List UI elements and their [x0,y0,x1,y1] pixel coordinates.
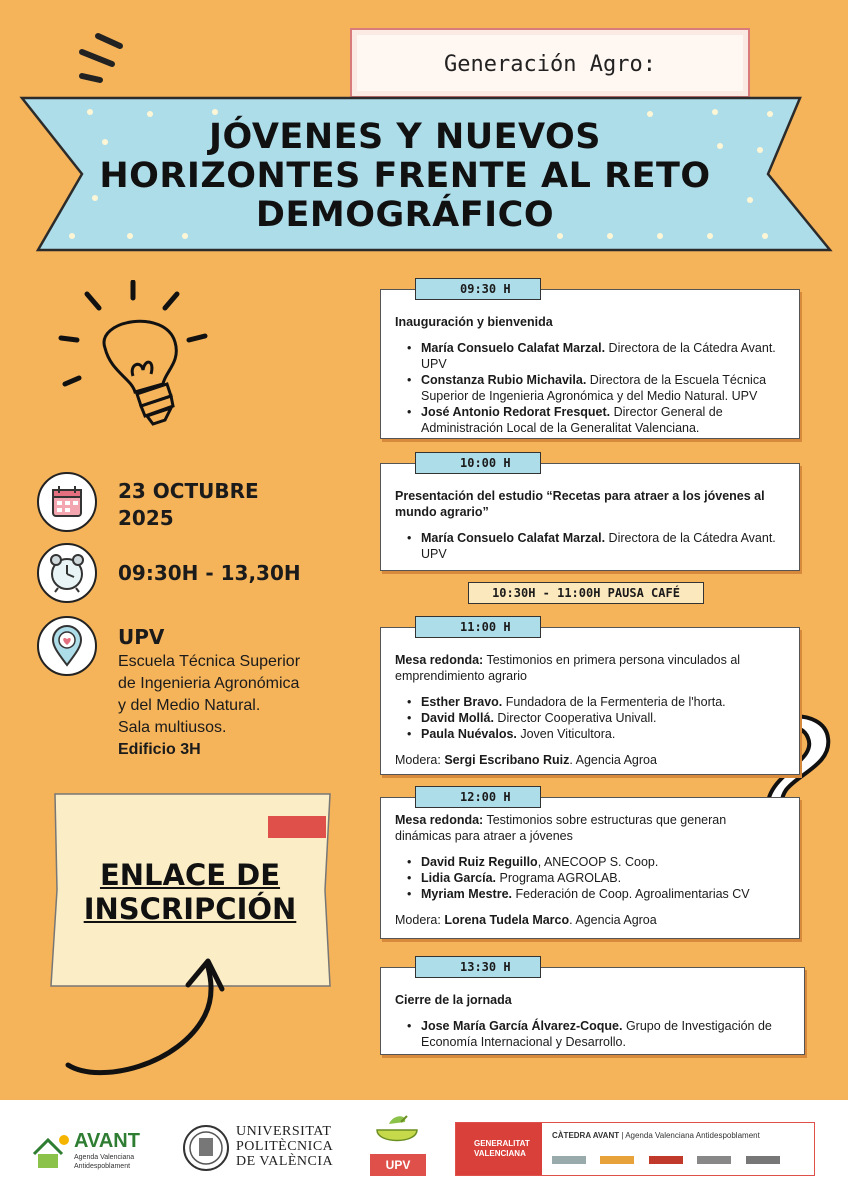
upv-logo [182,1122,342,1174]
heading-bold: Mesa redonda: [395,653,484,667]
registration-link[interactable] [70,858,310,926]
speaker-name: Jose María García Álvarez-Coque. [421,1019,623,1033]
slot-heading: Presentación del estudio “Recetas para atraer a los jóvenes al mundo agrario” [395,489,765,519]
speaker-list [395,530,785,562]
date-line: 23 OCTUBRE [118,479,259,503]
slot-heading: Cierre de la jornada [395,993,512,1007]
registration-link-line[interactable]: ENLACE DE [99,858,281,892]
subtitle-card [350,28,750,98]
slot-heading [395,652,785,684]
title-line: DEMOGRÁFICO [255,195,555,235]
title-line: HORIZONTES FRENTE AL RETO [99,156,711,196]
heading-bold: Mesa redonda: [395,813,484,827]
avant-name: AVANT [74,1130,140,1152]
moderator-org: . Agencia Agroa [569,753,657,767]
event-venue [118,624,300,761]
title-line: JÓVENES Y NUEVOS [208,117,601,157]
time-tag: 10:00 H [415,452,541,474]
avant-sub-line: Antidespoblament [74,1163,131,1170]
speaker-name: David Ruiz Reguillo [421,855,538,869]
speaker-name: Paula Nuévalos. [421,727,517,741]
speaker-role: Directora de la Cátedra Avant. UPV [421,341,776,371]
moderator-name: Lorena Tudela Marco [444,913,570,927]
event-title [95,118,715,235]
speaker-item [407,530,785,562]
speaker-role: Joven Viticultora. [516,727,616,741]
speaker-name: Lidia García. [421,871,497,885]
speaker-name: María Consuelo Calafat Marzal. [421,341,606,355]
speaker-item [407,854,785,870]
catedra-label [552,1131,760,1140]
clock-icon-circle [37,543,97,603]
moderator-org: . Agencia Agroa [569,913,657,927]
lightbulb-icon [55,280,215,440]
speaker-role: , ANECOOP S. Coop. [537,855,659,869]
gva-line: GENERALITAT [474,1139,530,1148]
partner-logo [697,1156,731,1164]
partner-logo [746,1156,780,1164]
event-time: 09:30H - 13,30H [118,561,301,585]
schedule-slot [380,456,800,571]
venue-line: de Ingenieria Agronómica [118,675,300,692]
upv-seal-icon [182,1124,230,1172]
catedra-bold: CÀTEDRA AVANT [552,1131,620,1140]
generalitat-logo [456,1123,542,1175]
speaker-role: Directora de la Cátedra Avant. UPV [421,531,776,561]
upv-line: POLITÈCNICA [236,1139,334,1154]
speaker-role: Grupo de Investigación de Economía Internacional y Desarrollo. [421,1019,772,1049]
date-line: 2025 [118,506,174,530]
footer-logos [0,1100,848,1200]
gva-line: VALENCIANA [474,1149,526,1158]
sparkle-strokes-icon [68,28,138,88]
upv-badge: UPV [370,1154,426,1176]
location-icon-circle [37,616,97,676]
speaker-item [407,710,785,726]
time-tag: 11:00 H [415,616,541,638]
speaker-name: Myriam Mestre. [421,887,513,901]
speaker-name: María Consuelo Calafat Marzal. [421,531,606,545]
schedule-slot [380,620,800,775]
upv-line: UNIVERSITAT [236,1124,332,1139]
moderator-name: Sergi Escribano Ruiz [444,753,570,767]
speaker-item [407,870,785,886]
speaker-item [407,404,785,436]
partner-logo [600,1156,634,1164]
speaker-role: Director General de Administración Local de la Generalitat Valenciana. [421,405,723,435]
speaker-list [395,340,785,436]
schedule-slot [380,282,800,439]
arrow-icon [60,955,240,1085]
speaker-role: Fundadora de la Fermenteria de l'horta. [502,695,726,709]
venue-address [118,651,300,761]
avant-subtitle [74,1153,134,1171]
calendar-icon [39,474,95,530]
speaker-role: Directora de la Escuela Técnica Superior de Ingenieria Agronómica y del Medio Natural. UPV [421,373,767,403]
slot-heading [395,812,785,844]
heading-text: Testimonios en primera persona vinculados al emprendimiento agrario [395,653,741,683]
moderator [395,912,785,928]
speaker-item [407,372,785,404]
speaker-list [395,854,785,902]
calendar-icon-circle [37,472,97,532]
speaker-list [395,1018,790,1050]
speaker-name: Esther Bravo. [421,695,503,709]
heading-text: Testimonios sobre estructuras que generan dinámicas para atraer a jóvenes [395,813,727,843]
time-tag: 13:30 H [415,956,541,978]
registration-link-line[interactable]: INSCRIPCIÓN [83,892,297,926]
avant-logo [30,1130,160,1175]
moderator [395,752,785,768]
time-tag: 09:30 H [415,278,541,300]
catedra-block [455,1122,815,1176]
venue-line: Sala multiusos. [118,719,227,736]
upv-line: DE VALÈNCIA [236,1154,334,1169]
speaker-list [395,694,785,742]
venue-line: y del Medio Natural. [118,697,261,714]
speaker-role: Federación de Coop. Agroalimentarias CV [512,887,750,901]
upv-name [236,1124,333,1169]
slot-heading: Inauguración y bienvenida [395,315,553,329]
schedule-slot [380,960,805,1055]
moderator-label: Modera: [395,753,445,767]
speaker-role: Director Cooperativa Univall. [493,711,657,725]
venue-line: Escuela Técnica Superior [118,653,301,670]
speaker-item [407,886,785,902]
fruit-icon [367,1112,427,1152]
moderator-label: Modera: [395,913,445,927]
avant-house-icon [30,1130,72,1172]
partner-logo [649,1156,683,1164]
venue-name: UPV [118,625,165,649]
speaker-name: Constanza Rubio Michavila. [421,373,587,387]
speaker-name: David Mollá. [421,711,494,725]
speaker-name: José Antonio Redorat Fresquet. [421,405,611,419]
speaker-item [407,340,785,372]
partner-logo [552,1156,586,1164]
coffee-break: 10:30H - 11:00H PAUSA CAFÉ [468,582,704,604]
speaker-role: Programa AGROLAB. [496,871,622,885]
upv-badge-logo [362,1112,432,1178]
alarm-clock-icon [39,545,95,601]
schedule-slot [380,790,800,939]
subtitle: Generación Agro: [444,52,656,77]
event-date [118,478,259,532]
venue-building: Edificio 3H [118,741,201,758]
avant-sub-line: Agenda Valenciana [74,1154,135,1161]
catedra-rest: | Agenda Valenciana Antidespoblament [619,1131,760,1140]
location-pin-icon [39,618,95,674]
speaker-item [407,726,785,742]
time-tag: 12:00 H [415,786,541,808]
partner-logos [552,1151,802,1165]
speaker-item [407,1018,790,1050]
speaker-item [407,694,785,710]
